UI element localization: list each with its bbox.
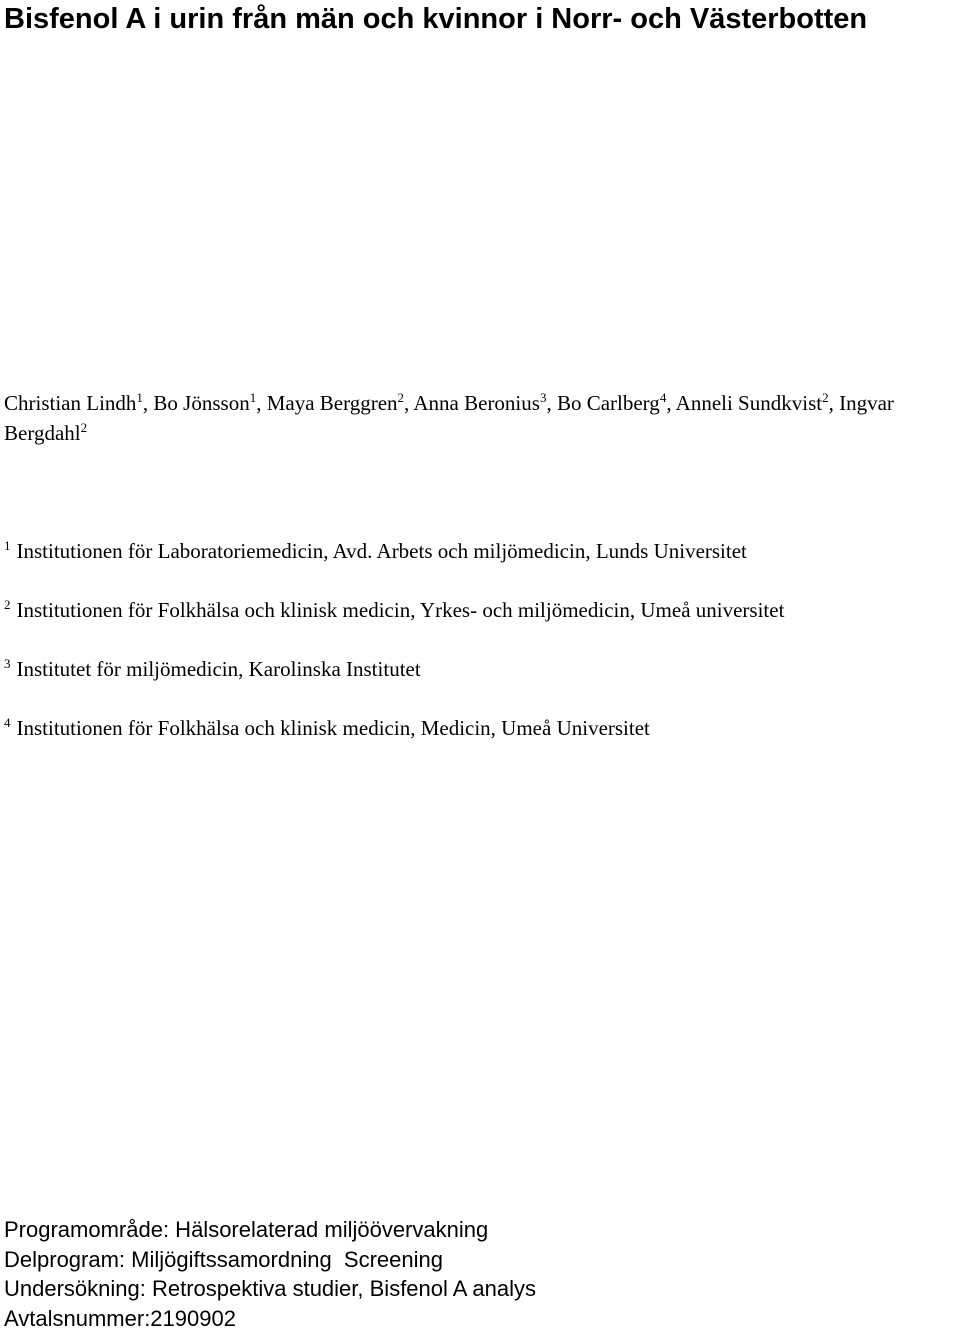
affiliation-number: 3 [4, 656, 11, 671]
author-name: Maya Berggren [267, 391, 398, 415]
document-title: Bisfenol A i urin från män och kvinnor i Norr- och Västerbotten [4, 2, 867, 36]
affiliation-4 [4, 713, 650, 743]
author-affiliation-marker: 2 [81, 420, 88, 435]
author-name: Bo Jönsson [153, 391, 249, 415]
affiliation-number: 1 [4, 538, 11, 553]
author-affiliation-marker: 1 [136, 390, 143, 405]
author-list [4, 388, 944, 448]
author-affiliation-marker: 2 [398, 390, 405, 405]
affiliation-number: 2 [4, 597, 11, 612]
author-separator: , [256, 391, 267, 415]
program-info [4, 1215, 536, 1333]
undersokning-line: Undersökning: Retrospektiva studier, Bisfenol A analys [4, 1274, 536, 1304]
programomrade-line: Programområde: Hälsorelaterad miljöövervakning [4, 1215, 536, 1245]
delprogram-line: Delprogram: Miljögiftssamordning Screening [4, 1245, 536, 1275]
author-name: Anna Beronius [413, 391, 540, 415]
author-separator: , [143, 391, 154, 415]
author-affiliation-marker: 4 [660, 390, 667, 405]
author-separator: , [666, 391, 675, 415]
affiliation-3 [4, 654, 421, 684]
author-separator: , [404, 391, 413, 415]
author-name: Christian Lindh [4, 391, 136, 415]
affiliation-2 [4, 595, 784, 625]
author-separator: , [829, 391, 840, 415]
affiliation-number: 4 [4, 715, 11, 730]
author-affiliation-marker: 1 [250, 390, 257, 405]
author-name: Anneli Sundkvist [676, 391, 822, 415]
author-name: Bo Carlberg [557, 391, 660, 415]
affiliation-text: Institutionen för Laboratoriemedicin, Avd. Arbets och miljömedicin, Lunds Universitet [17, 539, 747, 563]
author-name: Ingvar Bergdahl [4, 391, 894, 445]
author-separator: , [546, 391, 557, 415]
avtalsnummer-line: Avtalsnummer:2190902 [4, 1304, 536, 1333]
affiliation-text: Institutionen för Folkhälsa och klinisk medicin, Yrkes- och miljömedicin, Umeå universitet [17, 598, 785, 622]
affiliation-text: Institutet för miljömedicin, Karolinska Institutet [17, 657, 421, 681]
affiliation-1 [4, 536, 747, 566]
affiliation-text: Institutionen för Folkhälsa och klinisk medicin, Medicin, Umeå Universitet [17, 716, 650, 740]
author-affiliation-marker: 2 [822, 390, 829, 405]
author-affiliation-marker: 3 [540, 390, 547, 405]
